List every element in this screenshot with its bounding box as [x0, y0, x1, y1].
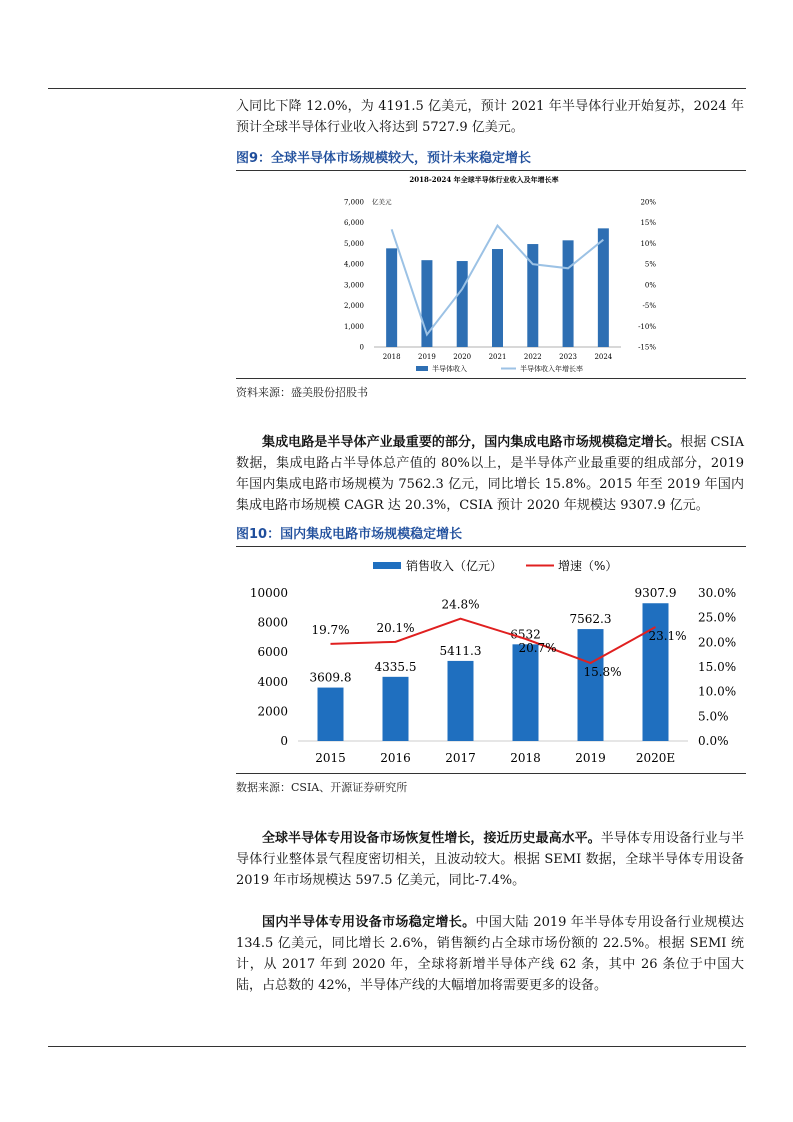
chart2-growth-label: 24.8% — [441, 597, 480, 612]
chart1-bar — [598, 228, 609, 347]
chart1-ytick: 1,000 — [343, 322, 364, 331]
chart2-y2tick: 5.0% — [698, 709, 729, 724]
paragraph-intro: 入同比下降 12.0%，为 4191.5 亿美元，预计 2021 年半导体行业开始复苏，2024 年预计全球半导体行业收入将达到 5727.9 亿美元。 — [236, 99, 744, 135]
chart1-xtick: 2022 — [523, 353, 542, 361]
chart2-growth-label: 15.8% — [583, 665, 622, 680]
chart1-bar — [492, 249, 503, 347]
chart2-y2tick: 0.0% — [698, 734, 729, 748]
chart1-title: 2018-2024 年全球半导体行业收入及年增长率 — [409, 175, 559, 184]
chart1-xtick: 2021 — [488, 353, 507, 361]
chart1-xtick: 2023 — [559, 353, 577, 361]
paragraph-equipment-body: 半导体专用设备行业与半导体行业整体景气程度密切相关，且波动较大。根据 SEMI 数据，全球半导体专用设备 2019 年市场规模达 597.5 亿美元，同比-7.4%。 — [236, 831, 744, 888]
figure10-bottom-rule — [236, 773, 746, 774]
paragraph-equipment-lead: 全球半导体专用设备市场恢复性增长，接近历史最高水平。 — [262, 831, 601, 846]
chart2-bar-label: 7562.3 — [569, 612, 612, 627]
chart1-y2tick: 0% — [644, 281, 656, 290]
chart2-bar — [513, 644, 539, 741]
chart2-xtick: 2015 — [315, 751, 346, 765]
chart2-growth-label: 19.7% — [311, 622, 350, 637]
figure9-source: 资料来源：盛美股份招股书 — [236, 386, 368, 399]
chart1-legend-line-label: 半导体收入年增长率 — [520, 365, 583, 373]
chart2-ytick: 6000 — [257, 645, 288, 660]
chart2-bar-label: 3609.8 — [309, 670, 352, 685]
chart1-bar — [563, 240, 574, 347]
chart1-bar — [386, 248, 397, 347]
chart2-y2tick: 20.0% — [698, 635, 737, 650]
chart1-y2tick: 10% — [640, 239, 656, 248]
chart1-ylabel: 亿美元 — [372, 198, 392, 206]
chart1-y2tick: 15% — [640, 219, 656, 228]
paragraph-ic — [236, 432, 744, 516]
figure10-caption: 图10：国内集成电路市场规模稳定增长 — [236, 524, 746, 547]
chart1-legend-bar-swatch — [416, 366, 428, 371]
figure9-caption: 图9：全球半导体市场规模较大，预计未来稳定增长 — [236, 148, 746, 171]
chart1-ytick: 4,000 — [343, 260, 364, 269]
chart1-xtick: 2024 — [594, 353, 613, 361]
paragraph-domestic-lead: 国内半导体专用设备市场稳定增长。 — [262, 915, 476, 930]
chart2-ytick: 0 — [280, 734, 288, 748]
chart1-ytick: 2,000 — [343, 302, 364, 311]
chart1-y2tick: -10% — [638, 322, 656, 331]
chart1-ytick: 7,000 — [343, 198, 364, 207]
chart2-bar — [383, 677, 409, 741]
figure10-source: 数据来源：CSIA、开源证券研究所 — [236, 781, 408, 794]
paragraph-ic-lead: 集成电路是半导体产业最重要的部分，国内集成电路市场规模稳定增长。 — [262, 435, 681, 450]
chart2-bar — [578, 629, 604, 741]
chart2-bar — [318, 688, 344, 741]
chart1-ytick: 5,000 — [343, 239, 364, 248]
paragraph-equipment — [236, 828, 744, 891]
chart1-y2tick: 5% — [644, 260, 656, 269]
chart1-ytick: 3,000 — [343, 281, 364, 290]
chart2-xtick: 2016 — [380, 751, 411, 765]
chart2-legend-bar-swatch — [373, 562, 401, 569]
paragraph-ic-body: 根据 CSIA 数据，集成电路占半导体总产值的 80%以上，是半导体产业最重要的组成部分，2019 年国内集成电路市场规模为 7562.3 亿元，同比增长 15.8%。2015 年至 2019 年国内集成电路市场规模 CAGR 达 20.3%，CSIA 预计 2020 年规模达 9307.9 亿元。 — [236, 435, 744, 513]
figure9-bottom-rule — [236, 378, 746, 379]
chart1-legend-bar-label: 半导体收入 — [432, 365, 467, 373]
chart2-legend-bar-label: 销售收入（亿元） — [406, 559, 503, 573]
chart2-y2tick: 15.0% — [698, 660, 737, 674]
chart1-ytick: 0 — [359, 343, 364, 352]
chart2-xtick: 2019 — [575, 751, 606, 765]
chart1-xtick: 2019 — [418, 353, 436, 361]
footer-rule — [48, 1046, 746, 1047]
chart1-bar — [457, 261, 468, 347]
chart2-bar-label: 9307.9 — [634, 586, 677, 601]
paragraph-domestic — [236, 912, 744, 996]
chart2-xtick: 2017 — [445, 751, 476, 765]
chart2-xtick: 2020E — [635, 751, 676, 765]
chart2-y2tick: 30.0% — [698, 586, 737, 600]
chart2-bar — [643, 603, 669, 741]
chart2-ytick: 10000 — [249, 586, 288, 600]
header-rule — [48, 88, 746, 89]
chart2-bar-label: 6532 — [510, 627, 541, 642]
chart1-xtick: 2018 — [382, 353, 401, 361]
chart2-ytick: 2000 — [257, 704, 288, 719]
chart2-ytick: 4000 — [257, 674, 288, 689]
chart2-y2tick: 25.0% — [698, 610, 737, 625]
chart2-ytick: 8000 — [257, 615, 288, 630]
chart1-y2tick: 20% — [640, 198, 656, 207]
chart1-ytick: 6,000 — [343, 219, 364, 228]
chart2-growth-label: 23.1% — [648, 629, 687, 644]
chart2-bar-label: 4335.5 — [374, 659, 417, 674]
chart2-y2tick: 10.0% — [698, 684, 737, 699]
chart2-growth-label: 20.1% — [376, 620, 415, 635]
chart2-legend-line-label: 增速（%） — [558, 559, 618, 573]
paragraph-domestic-body: 中国大陆 2019 年半导体专用设备行业规模达 134.5 亿美元，同比增长 2.6%，销售额约占全球市场份额的 22.5%。根据 SEMI 统计，从 2017 年到 2020 年，全球将新增半导体产线 62 条，其中 26 条位于中国大陆，占总数的 42%，半导体产线的大幅增加将需要更多的设备。 — [236, 915, 744, 993]
figure9-chart — [236, 170, 746, 378]
chart2-xtick: 2018 — [510, 751, 541, 765]
chart2-growth-label: 20.7% — [518, 640, 557, 655]
chart2-bar — [448, 661, 474, 741]
figure10-chart — [236, 550, 746, 776]
chart2-bar-label: 5411.3 — [439, 643, 482, 658]
chart1-y2tick: -15% — [638, 343, 656, 352]
chart1-xtick: 2020 — [453, 353, 472, 361]
chart1-y2tick: -5% — [642, 302, 656, 311]
